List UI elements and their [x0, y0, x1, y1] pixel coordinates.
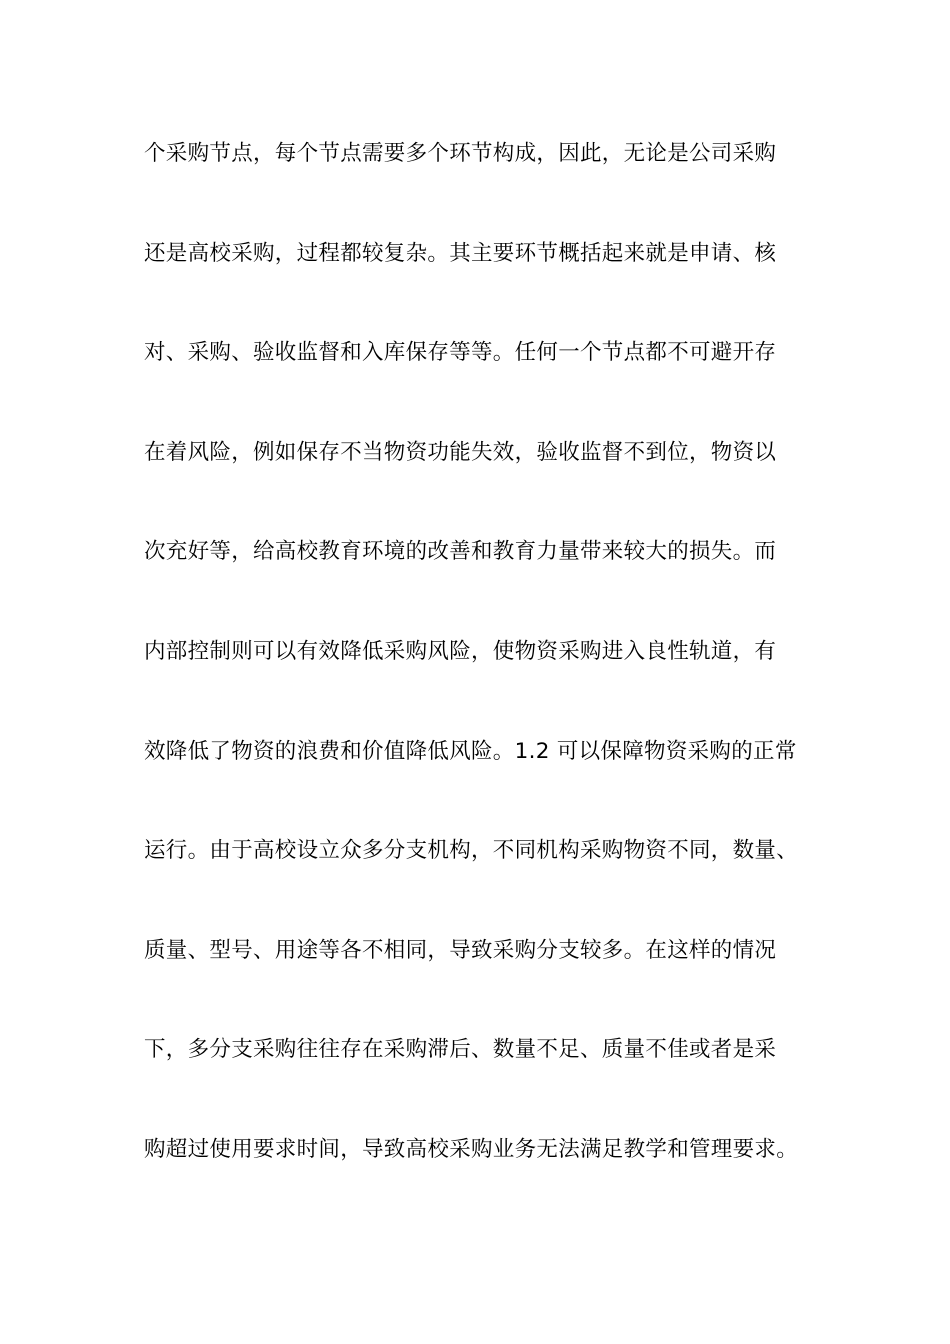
text-line: 质量、型号、用途等各不相同，导致采购分支较多。在这样的情况: [144, 937, 777, 963]
text-line: 下，多分支采购往往存在采购滞后、数量不足、质量不佳或者是采: [144, 1037, 777, 1063]
body-paragraph: [144, 136, 834, 1232]
text-line: 在着风险，例如保存不当物资功能失效，验收监督不到位，物资以: [144, 439, 777, 465]
text-line: 还是高校采购，过程都较复杂。其主要环节概括起来就是申请、核: [144, 240, 777, 266]
text-line: 效降低了物资的浪费和价值降低风险。1.2 可以保障物资采购的正常: [144, 738, 797, 764]
text-line: 对、采购、验收监督和入库保存等等。任何一个节点都不可避开存: [144, 340, 777, 366]
text-line: 个采购节点，每个节点需要多个环节构成，因此，无论是公司采购: [144, 141, 777, 166]
text-line: 内部控制则可以有效降低采购风险，使物资采购进入良性轨道，有: [144, 638, 777, 664]
text-line: 次充好等，给高校教育环境的改善和教育力量带来较大的损失。而: [144, 539, 777, 565]
text-line: 购超过使用要求时间，导致高校采购业务无法满足教学和管理要求。: [144, 1136, 799, 1162]
text-line: 运行。由于高校设立众多分支机构，不同机构采购物资不同，数量、: [144, 838, 799, 864]
